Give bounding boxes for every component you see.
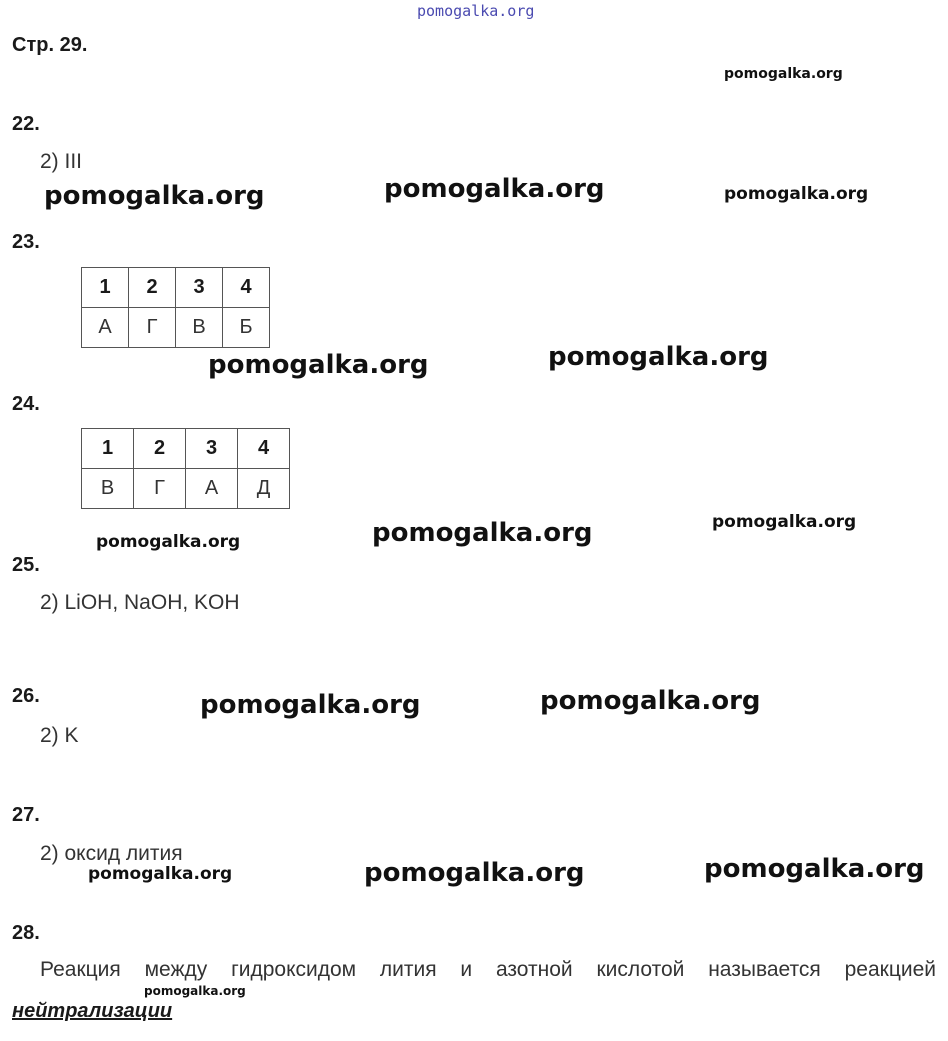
table-row (82, 308, 270, 348)
task-answer-25: 2) LiOH, NaOH, KOH (40, 591, 240, 614)
table-header-cell: 4 (238, 429, 290, 469)
watermark: pomogalka.org (384, 174, 605, 204)
table-header-cell: 2 (134, 429, 186, 469)
watermark: pomogalka.org (44, 181, 265, 211)
table-header-cell: 2 (129, 268, 176, 308)
task-number-28: 28. (12, 922, 40, 944)
watermark: pomogalka.org (364, 858, 585, 888)
table-header-cell: 1 (82, 268, 129, 308)
table-cell: Д (238, 469, 290, 509)
table-header-cell: 3 (176, 268, 223, 308)
task-number-27: 27. (12, 804, 40, 826)
answer-table-23 (81, 267, 270, 348)
table-header-row (82, 429, 290, 469)
page-title: Стр. 29. (12, 34, 88, 56)
watermark: pomogalka.org (540, 686, 761, 716)
table-header-cell: 4 (223, 268, 270, 308)
watermark: pomogalka.org (96, 532, 241, 552)
task-number-26: 26. (12, 685, 40, 707)
watermark: pomogalka.org (88, 864, 233, 884)
table-row (82, 469, 290, 509)
watermark: pomogalka.org (200, 690, 421, 720)
task-number-24: 24. (12, 393, 40, 415)
table-cell: В (176, 308, 223, 348)
task-text-28: Реакция между гидроксидом лития и азотной кислотой называется реакцией (40, 958, 936, 981)
site-header-link: pomogalka.org (417, 2, 535, 20)
watermark: pomogalka.org (208, 350, 429, 380)
table-header-row (82, 268, 270, 308)
table-header-cell: 3 (186, 429, 238, 469)
table-cell: Г (129, 308, 176, 348)
table-cell: А (186, 469, 238, 509)
watermark: pomogalka.org (704, 854, 925, 884)
watermark: pomogalka.org (712, 512, 857, 532)
table-cell: Г (134, 469, 186, 509)
task-number-23: 23. (12, 231, 40, 253)
watermark: pomogalka.org (724, 66, 843, 82)
watermark: pomogalka.org (372, 518, 593, 548)
table-cell: В (82, 469, 134, 509)
task-answer-27: 2) оксид лития (40, 842, 183, 865)
table-cell: Б (223, 308, 270, 348)
task-number-22: 22. (12, 113, 40, 135)
watermark: pomogalka.org (144, 984, 246, 998)
table-header-cell: 1 (82, 429, 134, 469)
task-answer-22: 2) III (40, 150, 83, 173)
task-answer-28: нейтрализации (12, 1000, 173, 1022)
task-answer-26: 2) K (40, 724, 79, 747)
table-cell: А (82, 308, 129, 348)
answer-table-24 (81, 428, 290, 509)
watermark: pomogalka.org (548, 342, 769, 372)
task-number-25: 25. (12, 554, 40, 576)
watermark: pomogalka.org (724, 184, 869, 204)
